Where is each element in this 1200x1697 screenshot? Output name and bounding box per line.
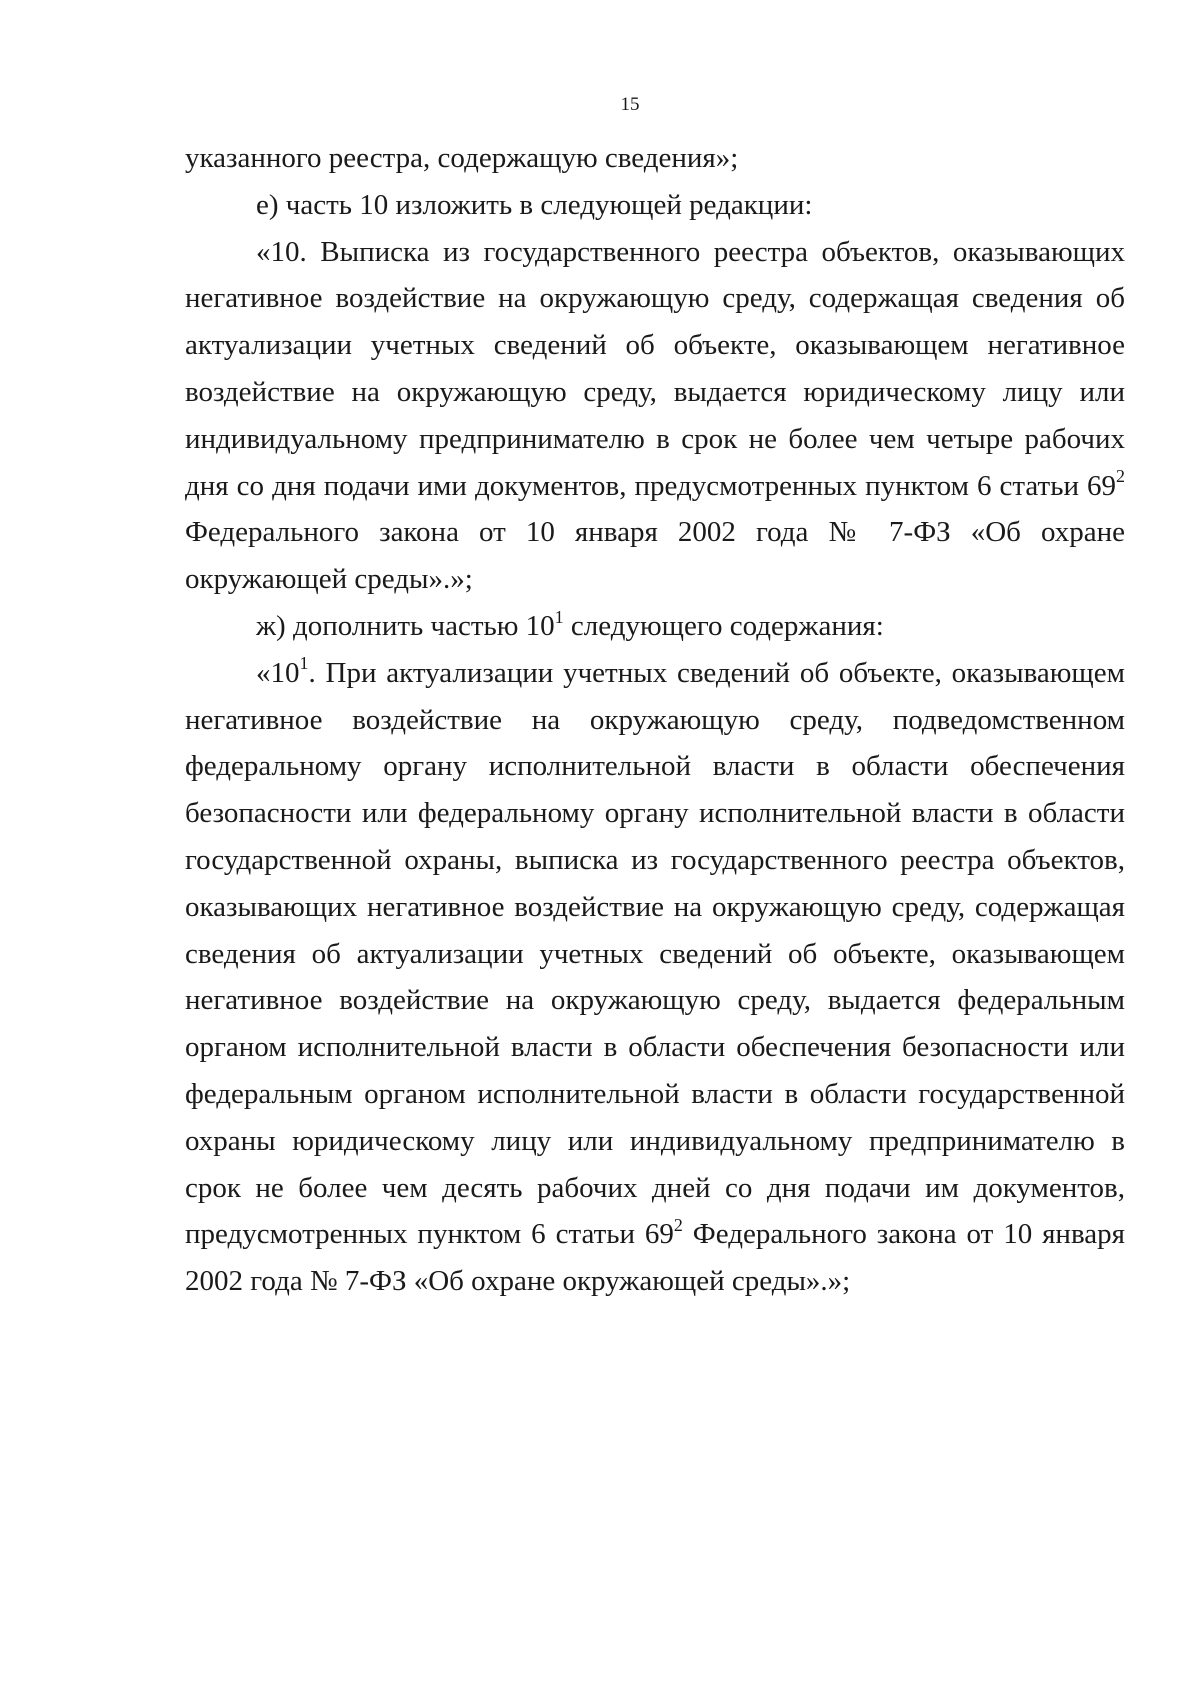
paragraph-text: ж) дополнить частью 10 bbox=[256, 609, 555, 642]
superscript: 2 bbox=[1116, 466, 1125, 487]
paragraph-text-after: следующего содержания: bbox=[563, 609, 884, 642]
superscript: 1 bbox=[554, 606, 564, 627]
paragraph-item-zh bbox=[185, 603, 1125, 650]
paragraph-text-after: Федерального закона от 10 января 2002 года № 7-ФЗ «Об охране окружающей среды».»; bbox=[185, 1218, 1125, 1298]
superscript: 1 bbox=[299, 653, 309, 674]
paragraph-text: «10 bbox=[256, 656, 300, 689]
paragraph-text: е) часть 10 изложить в следующей редакции: bbox=[256, 188, 813, 221]
superscript: 2 bbox=[673, 1214, 683, 1235]
paragraph-part-10 bbox=[185, 229, 1125, 603]
document-body bbox=[185, 135, 1125, 1305]
paragraph-item-e bbox=[185, 182, 1125, 229]
page-number: 15 bbox=[620, 94, 640, 115]
paragraph-part-10-1 bbox=[185, 650, 1125, 1305]
paragraph-continuation bbox=[185, 135, 1125, 182]
paragraph-text-after: . При актуализации учетных сведений об объекте, оказывающем негативное воздействие на окружающую среду, подведомственном федеральному органу исполнительной власти в области обеспечения безопасности или федеральному органу исполнительной власти в области государственной охраны, выписка из государственного реестра объектов, оказывающих негативное воздействие на окружающую среду, содержащая сведения об актуализации учетных сведений об объекте, оказывающем негативное воздействие на окружающую среду, выдается федеральным органом исполнительной власти в области обеспечения безопасности или федеральным органом исполнительной власти в области государственной охраны юридическому лицу или индивидуальному предпринимателю в срок не более чем десять рабочих дней со дня подачи им документов, предусмотренных пунктом 6 статьи 69 bbox=[185, 656, 1125, 1251]
paragraph-text: «10. Выписка из государственного реестра объектов, оказывающих негативное воздействие на окружающую среду, содержащая сведения об актуализации учетных сведений об объекте, оказывающем негативное воздействие на окружающую среду, выдается юридическому лицу или индивидуальному предпринимателю в срок не более чем четыре рабочих дня со дня подачи ими документов, предусмотренных пунктом 6 статьи 69 bbox=[185, 235, 1125, 502]
paragraph-text: указанного реестра, содержащую сведения»; bbox=[185, 142, 739, 174]
paragraph-text-after: Федерального закона от 10 января 2002 года № 7-ФЗ «Об охране окружающей среды».»; bbox=[185, 516, 1125, 596]
